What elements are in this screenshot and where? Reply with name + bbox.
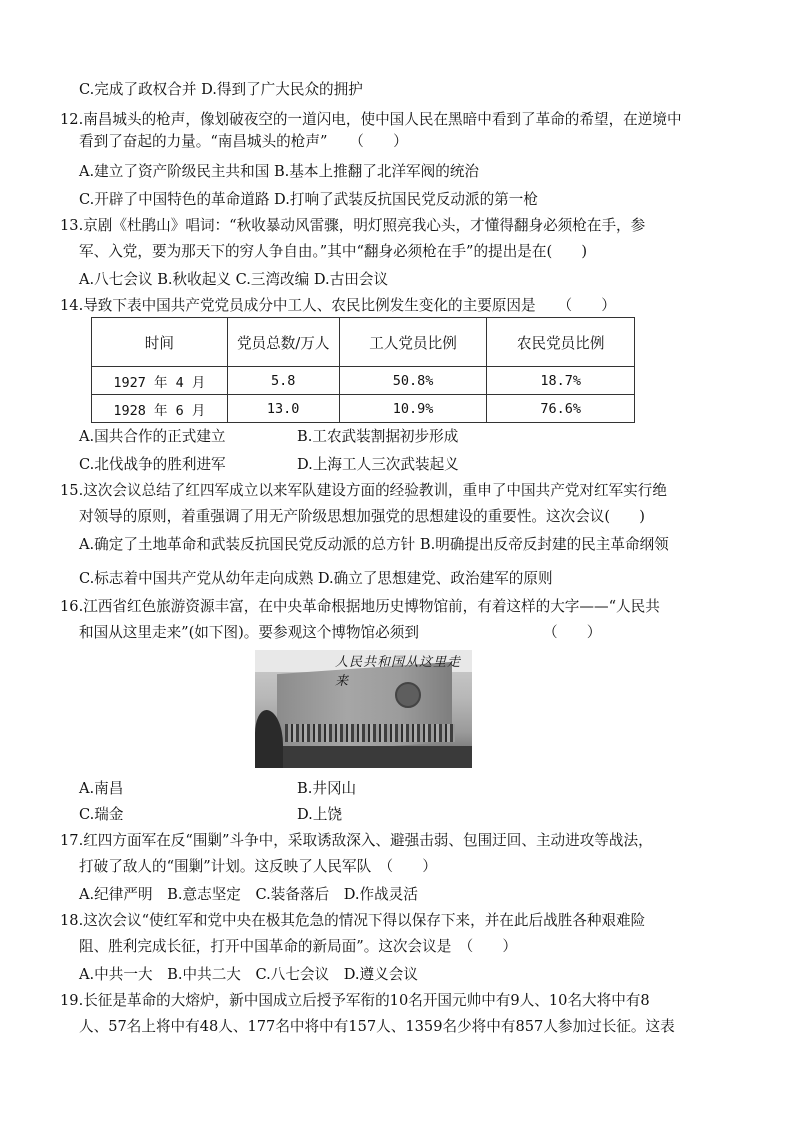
q16-option-a: A.南昌 bbox=[79, 780, 124, 797]
table-cell: 1928 年 6 月 bbox=[92, 395, 228, 423]
museum-photo bbox=[255, 650, 472, 768]
q12-options-ab: A.建立了资产阶级民主共和国 B.基本上推翻了北洋军阀的统治 bbox=[79, 163, 480, 180]
q14-option-c: C.北伐战争的胜利进军 bbox=[79, 456, 226, 473]
photo-ground bbox=[255, 746, 472, 768]
q15-stem-line2: 对领导的原则，着重强调了用无产阶级思想加强党的思想建设的重要性。这次会议( ) bbox=[79, 508, 645, 525]
q14-stem: 14.导致下表中国共产党党员成分中工人、农民比例发生变化的主要原因是 （ ） bbox=[60, 297, 616, 314]
q11-options-cd: C.完成了政权合并 D.得到了广大民众的拥护 bbox=[79, 81, 363, 98]
q14-option-b: B.工农武装割据初步形成 bbox=[297, 428, 459, 445]
q18-options: A.中共一大 B.中共二大 C.八七会议 D.遵义会议 bbox=[79, 966, 418, 983]
q14-option-a: A.国共合作的正式建立 bbox=[79, 428, 226, 445]
q17-options: A.纪律严明 B.意志坚定 C.装备落后 D.作战灵活 bbox=[79, 886, 418, 903]
table-row bbox=[92, 367, 635, 395]
q12-stem-line2: 看到了奋起的力量。“南昌城头的枪声” （ ） bbox=[79, 133, 408, 150]
q14-option-d: D.上海工人三次武装起义 bbox=[297, 456, 459, 473]
q16-option-b: B.井冈山 bbox=[297, 780, 357, 797]
table-row bbox=[92, 395, 635, 423]
table-cell: 18.7% bbox=[487, 367, 635, 395]
q19-stem-line2: 人、57名上将中有48人、177名中将中有157人、1359名少将中有857人参加过长征。这表 bbox=[79, 1018, 675, 1035]
photo-caption: 人民共和国从这里走来 bbox=[335, 655, 462, 689]
table-cell: 13.0 bbox=[227, 395, 339, 423]
q12-stem-line1: 12.南昌城头的枪声，像划破夜空的一道闪电，使中国人民在黑暗中看到了革命的希望，在逆境中 bbox=[60, 111, 682, 128]
party-member-table bbox=[91, 317, 635, 423]
table-cell: 76.6% bbox=[487, 395, 635, 423]
table-header-row bbox=[92, 318, 635, 367]
q16-stem-line1: 16.江西省红色旅游资源丰富，在中央革命根据地历史博物馆前，有着这样的大字——“人民共 bbox=[60, 598, 660, 615]
q17-stem-line2: 打破了敌人的“围剿”计划。这反映了人民军队 （ ） bbox=[79, 858, 437, 875]
q15-options-ab: A.确定了土地革命和武装反抗国民党反动派的总方针 B.明确提出反帝反封建的民主革命纲领 bbox=[79, 536, 669, 553]
photo-relief bbox=[285, 724, 455, 742]
q18-stem-line2: 阻、胜利完成长征，打开中国革命的新局面”。这次会议是 （ ） bbox=[79, 938, 517, 955]
q15-options-cd: C.标志着中国共产党从幼年走向成熟 D.确立了思想建党、政治建军的原则 bbox=[79, 570, 553, 587]
table-header-cell: 党员总数/万人 bbox=[227, 318, 339, 367]
q15-stem-line1: 15.这次会议总结了红四军成立以来军队建设方面的经验教训，重申了中国共产党对红军实行绝 bbox=[60, 482, 667, 499]
table-header-cell: 农民党员比例 bbox=[487, 318, 635, 367]
table-header-cell: 工人党员比例 bbox=[339, 318, 487, 367]
q16-option-d: D.上饶 bbox=[297, 806, 343, 823]
table-cell: 50.8% bbox=[339, 367, 487, 395]
q16-option-c: C.瑞金 bbox=[79, 806, 124, 823]
table-cell: 1927 年 4 月 bbox=[92, 367, 228, 395]
q13-stem-line1: 13.京剧《杜鹃山》唱词：“秋收暴动风雷骤，明灯照亮我心头，才懂得翻身必须枪在手，参 bbox=[60, 217, 646, 234]
q18-stem-line1: 18.这次会议“使红军和党中央在极其危急的情况下得以保存下来，并在此后战胜各种艰难险 bbox=[60, 912, 646, 929]
table-cell: 5.8 bbox=[227, 367, 339, 395]
q19-stem-line1: 19.长征是革命的大熔炉，新中国成立后授予军衔的10名开国元帅中有9人、10名大将中有8 bbox=[60, 992, 650, 1009]
table-header-cell: 时间 bbox=[92, 318, 228, 367]
q13-stem-line2: 军、入党，要为那天下的穷人争自由。”其中“翻身必须枪在手”的提出是在( ) bbox=[79, 243, 588, 260]
q12-options-cd: C.开辟了中国特色的革命道路 D.打响了武装反抗国民党反动派的第一枪 bbox=[79, 191, 538, 208]
q16-stem-line2: 和国从这里走来”(如下图)。要参观这个博物馆必须到 （ ） bbox=[79, 624, 602, 641]
q17-stem-line1: 17.红四方面军在反“围剿”斗争中，采取诱敌深入、避强击弱、包围迂回、主动进攻等战法， bbox=[60, 832, 653, 849]
q13-options: A.八七会议 B.秋收起义 C.三湾改编 D.古田会议 bbox=[79, 271, 389, 288]
table-cell: 10.9% bbox=[339, 395, 487, 423]
